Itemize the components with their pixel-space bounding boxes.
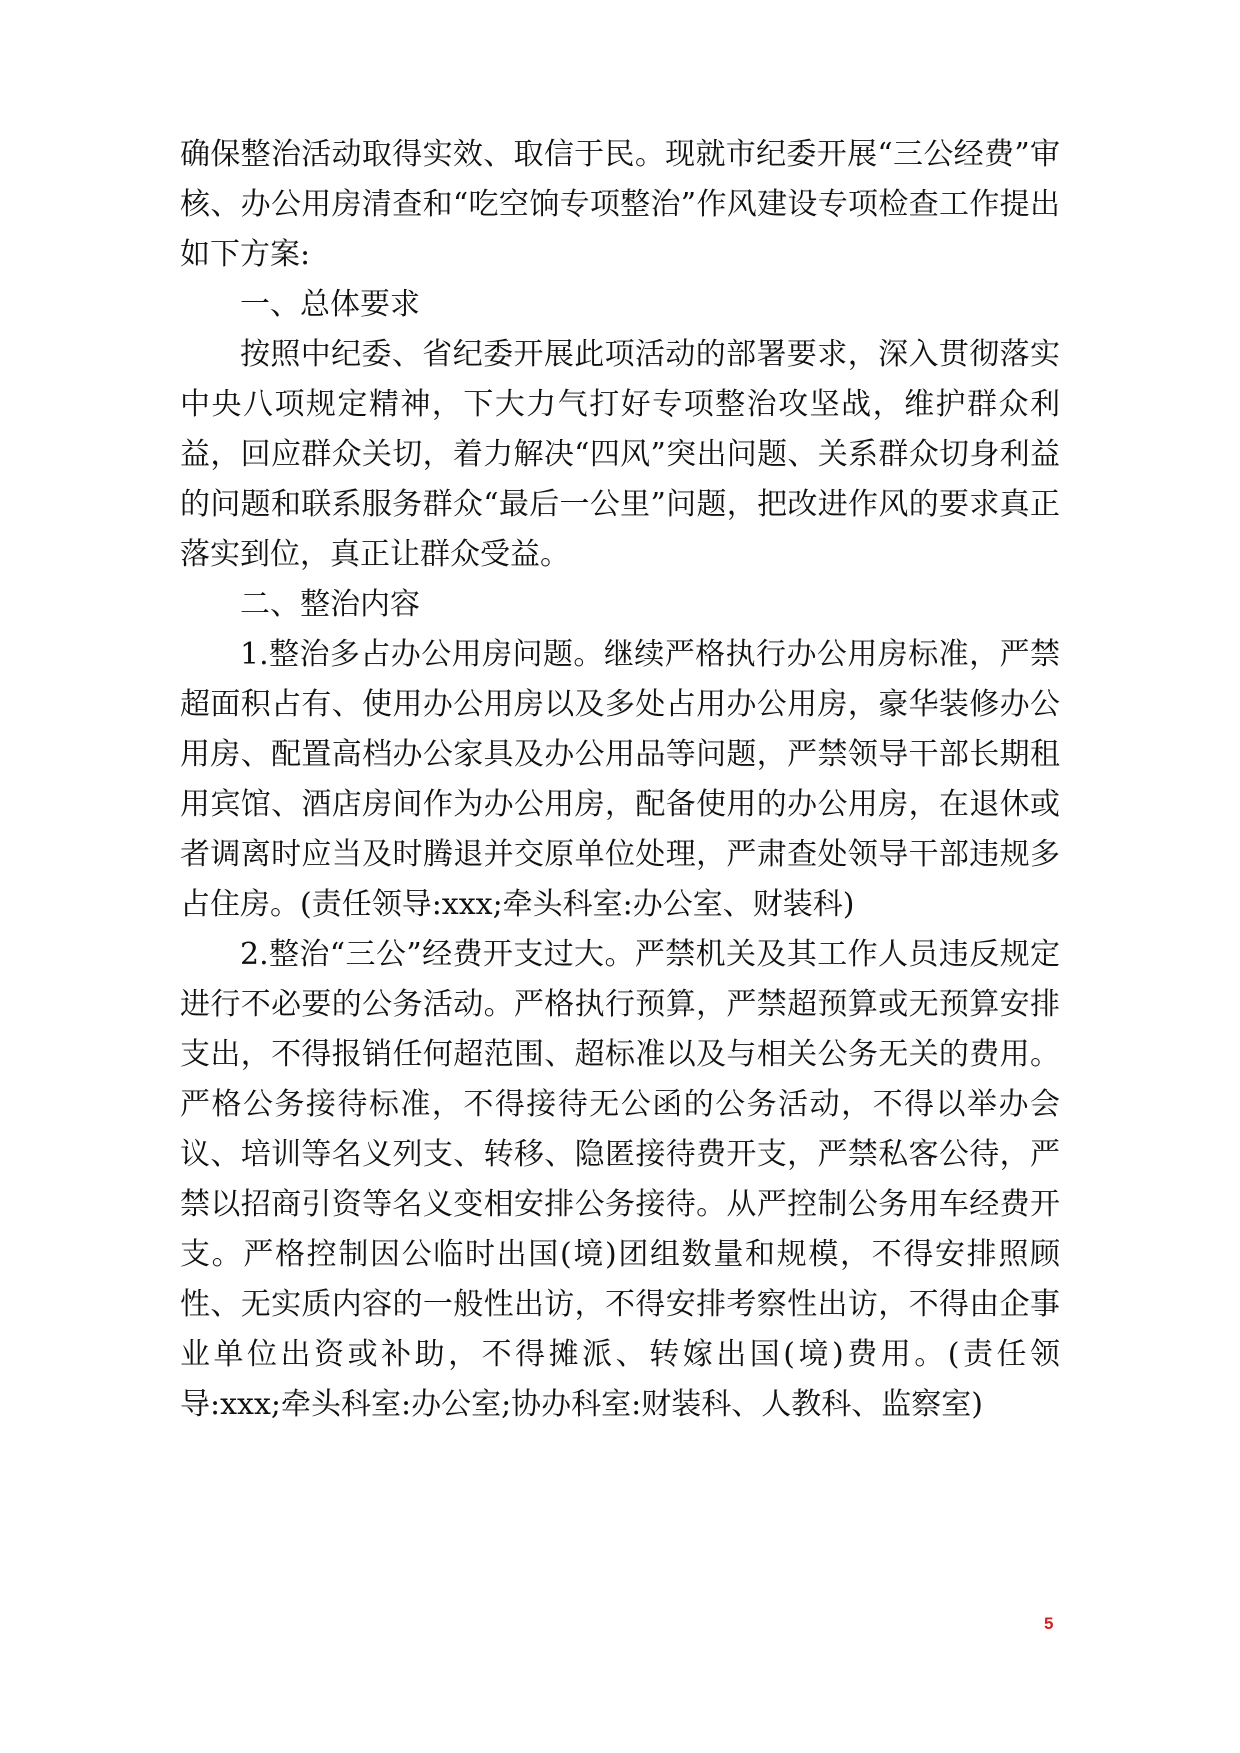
intro-paragraph: 确保整治活动取得实效、取信于民。现就市纪委开展“三公经费”审核、办公用房清查和“吃空饷专项整治”作风建设专项检查工作提出如下方案:	[180, 137, 1060, 272]
page-number: 5	[1044, 1614, 1054, 1633]
section-heading-rectification-content: 二、整治内容	[240, 587, 420, 622]
rectification-item-office-space: 1.整治多占办公用房问题。继续严格执行办公用房标准，严禁超面积占有、使用办公用房以及多处占用办公用房，豪华装修办公用房、配置高档办公家具及办公用品等问题，严禁领导干部长期租用宾馆、酒店房间作为办公用房，配备使用的办公用房，在退休或者调离时应当及时腾退并交原单位处理，严肃查处领导干部违规多占住房。(责任领导:xxx;牵头科室:办公室、财装科)	[180, 637, 1060, 922]
general-requirements-paragraph: 按照中纪委、省纪委开展此项活动的部署要求，深入贯彻落实中央八项规定精神，下大力气打好专项整治攻坚战，维护群众利益，回应群众关切，着力解决“四风”突出问题、关系群众切身利益的问题和联系服务群众“最后一公里”问题，把改进作风的要求真正落实到位，真正让群众受益。	[180, 337, 1060, 572]
rectification-item-three-public-expenses: 2.整治“三公”经费开支过大。严禁机关及其工作人员违反规定进行不必要的公务活动。严格执行预算，严禁超预算或无预算安排支出，不得报销任何超范围、超标准以及与相关公务无关的费用。严格公务接待标准，不得接待无公函的公务活动，不得以举办会议、培训等名义列支、转移、隐匿接待费开支，严禁私客公待，严禁以招商引资等名义变相安排公务接待。从严控制公务用车经费开支。严格控制因公临时出国(境)团组数量和规模，不得安排照顾性、无实质内容的一般性出访，不得安排考察性出访，不得由企事业单位出资或补助，不得摊派、转嫁出国(境)费用。(责任领导:xxx;牵头科室:办公室;协办科室:财装科、人教科、监察室)	[180, 937, 1060, 1422]
section-heading-general-requirements: 一、总体要求	[240, 287, 420, 322]
document-body	[180, 130, 1060, 1430]
